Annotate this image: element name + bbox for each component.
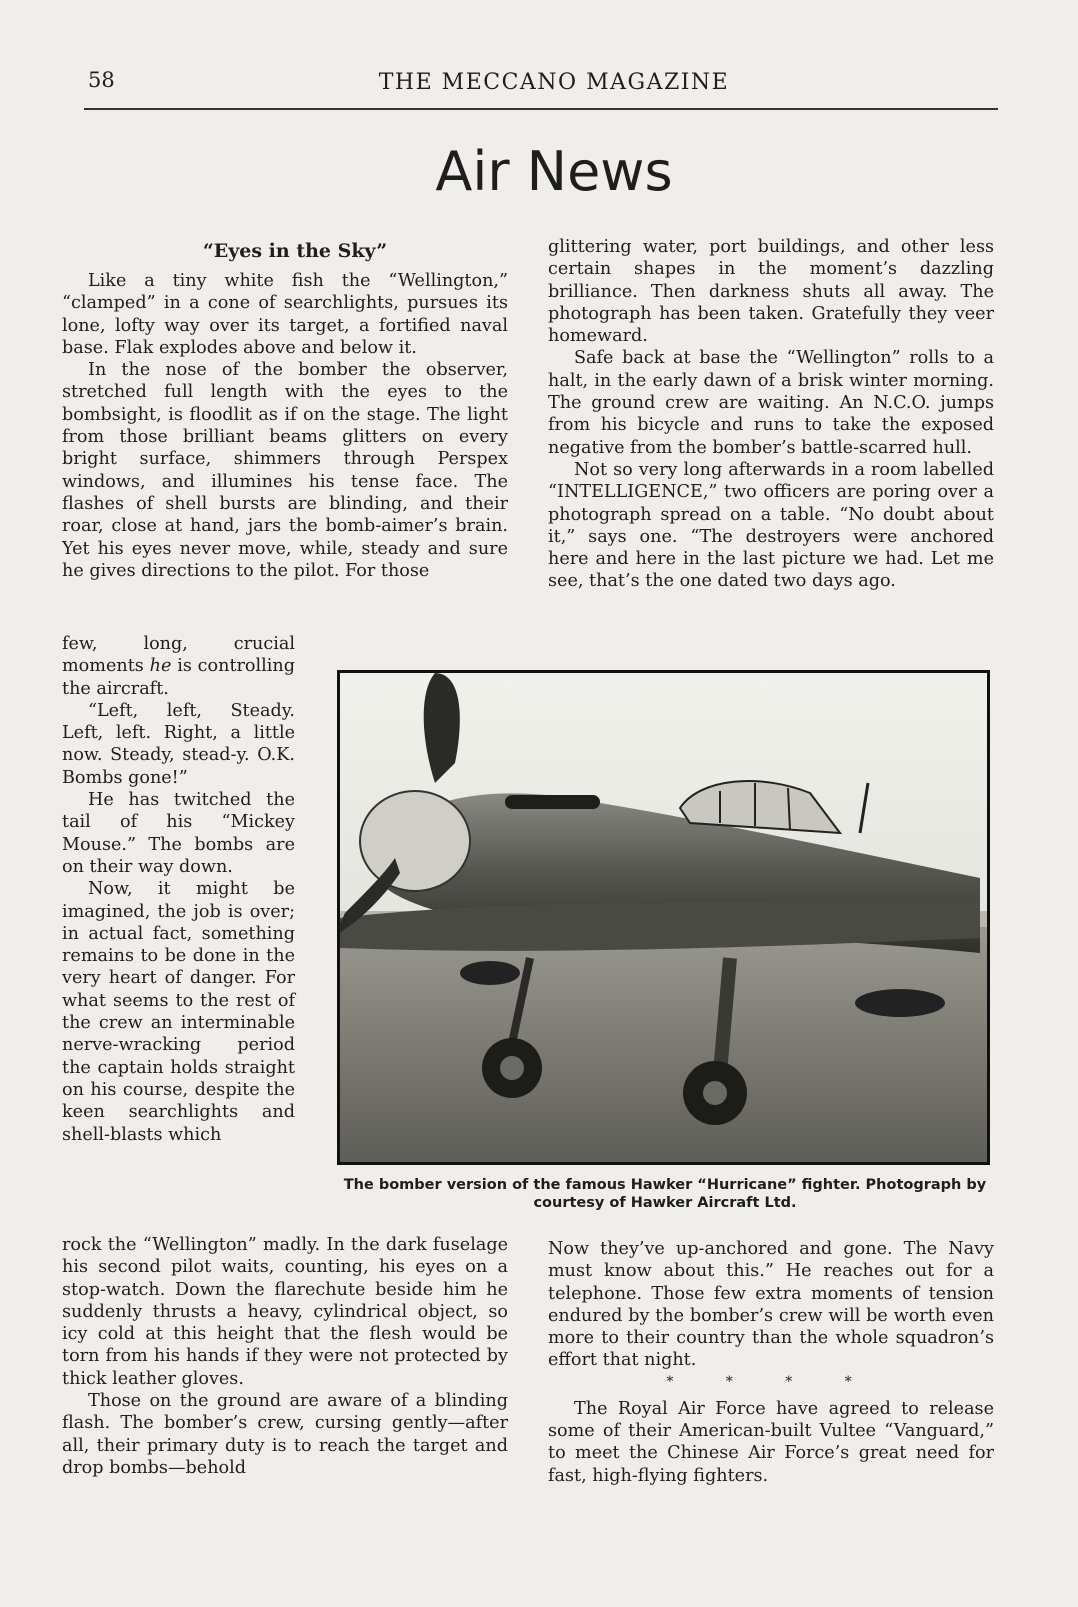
paragraph: glittering water, port buildings, and other less certain shapes in the moment’s dazzling brilliance. Then darkness shuts all away. The photograph has been taken. Gratefully they veer homeward. [548,237,994,347]
paragraph: Now they’ve up-anchored and gone. The Navy must know about this.” He reaches out for a telephone. Those few extra moments of tension endured by the bomber’s crew will be worth even more to their country than the whole squadron’s effort that night. [548,1239,994,1371]
text-run: few, long, crucial moments [62,634,295,677]
header-rule [84,108,998,110]
article-column-right-top [548,236,994,593]
emphasis: he [149,656,172,677]
headline: Air News [435,140,673,203]
paragraph: Now, it might be imagined, the job is over; in actual fact, something remains to be done in the very heart of danger. For what seems to the rest of the crew an interminable nerve-wracking period the captain holds straight on his course, despite the keen searchlights and shell-blasts which [62,879,295,1145]
paragraph: Safe back at base the “Wellington” rolls to a halt, in the early dawn of a brisk winter morning. The ground crew are waiting. An N.C.O. jumps from his bicycle and runs to take the exposed negative from the bomber’s battle-scarred hull. [548,348,994,458]
paragraph: Like a tiny white fish the “Wellington,” “clamped” in a cone of searchlights, pursues its lone, lofty way over its target, a fortified naval base. Flak explodes above and below it. [62,271,508,358]
page-number: 58 [88,68,115,92]
photo-caption: The bomber version of the famous Hawker “Hurricane” fighter. Photograph by courtesy of Hawker Aircraft Ltd. [343,1177,987,1211]
article-column-left-bottom [62,1234,508,1479]
section-separator: * * * * [666,1373,876,1390]
paragraph: In the nose of the bomber the observer, stretched full length with the eyes to the bombsight, is floodlit as if on the stage. The light from those brilliant beams glitters on every bright surface, shimmers through Perspex windows, and illumines his tense face. The flashes of shell bursts are blinding, and their roar, close at hand, jars the bomb-aimer’s brain. Yet his eyes never move, while, steady and sure he gives directions to the pilot. For those [62,360,508,581]
text-run: is controlling the aircraft. [62,656,295,699]
hurricane-aircraft-illustration [340,673,987,1162]
paragraph [62,633,295,700]
magazine-title: THE MECCANO MAGAZINE [378,70,730,95]
article-column-right-bottom [548,1238,994,1487]
article-column-left-top [62,270,508,582]
paragraph: The Royal Air Force have agreed to release some of their American-built Vultee “Vanguard,” to meet the Chinese Air Force’s great need for fast, high-flying fighters. [548,1398,994,1486]
aircraft-photo [337,670,990,1165]
paragraph: rock the “Wellington” madly. In the dark fuselage his second pilot waits, counting, his eyes on a stop-watch. Down the flarechute beside him he suddenly thrusts a heavy, cylindrical object, so icy cold at this height that the flesh would be torn from his hands if they were not protected by thick leather gloves. [62,1235,508,1389]
paragraph: “Left, left, Steady. Left, left. Right, a little now. Steady, stead-y. O.K. Bombs gone!” [62,700,295,788]
article-column-left-narrow [62,633,295,1146]
paragraph: Not so very long afterwards in a room labelled “INTELLIGENCE,” two officers are poring over a photograph spread on a table. “No doubt about it,” says one. “The destroyers were anchored here and here in the last picture we had. Let me see, that’s the one dated two days ago. [548,459,994,592]
paragraph: He has twitched the tail of his “Mickey Mouse.” The bombs are on their way down. [62,790,295,877]
section-title: “Eyes in the Sky” [202,240,388,262]
paragraph: Those on the ground are aware of a blinding flash. The bomber’s crew, cursing gently—after all, their primary duty is to reach the target and drop bombs—behold [62,1391,508,1478]
